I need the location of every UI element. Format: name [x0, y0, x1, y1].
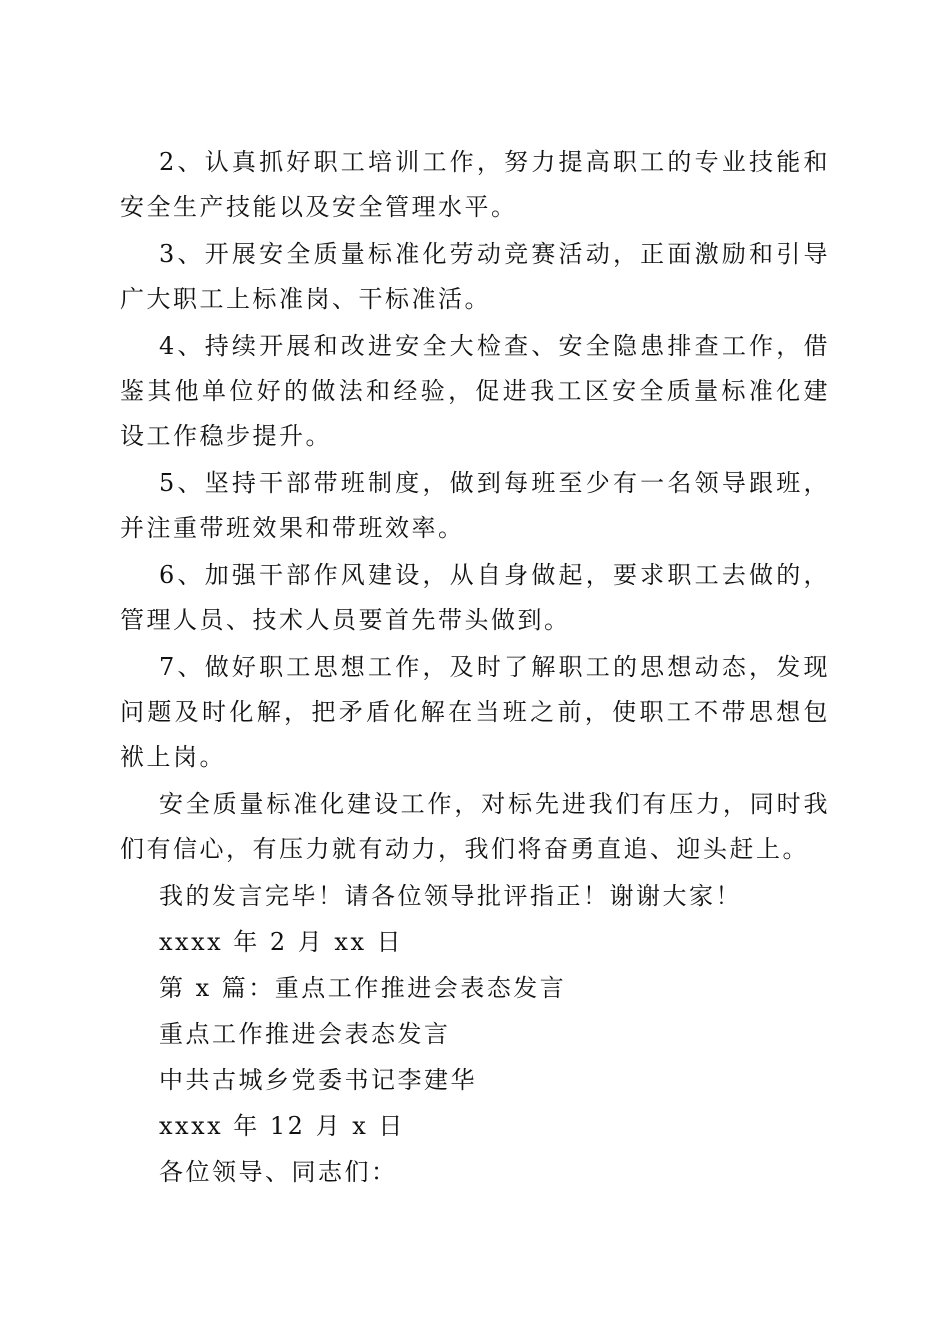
- paragraph-item-7: 7、做好职工思想工作，及时了解职工的思想动态，发现问题及时化解，把矛盾化解在当班之前，使职工不带思想包袱上岗。: [120, 653, 830, 771]
- speaker-line: 中共古城乡党委书记李建华: [159, 1066, 477, 1094]
- paragraph-item-2: 2、认真抓好职工培训工作，努力提高职工的专业技能和安全生产技能以及安全管理水平。: [120, 148, 830, 221]
- paragraph-item-5: 5、坚持干部带班制度，做到每班至少有一名领导跟班，并注重带班效果和带班效率。: [120, 469, 830, 542]
- paragraph-item-4: 4、持续开展和改进安全大检查、安全隐患排查工作，借鉴其他单位好的做法和经验，促进我工区安全质量标准化建设工作稳步提升。: [120, 332, 830, 450]
- document-body: [120, 140, 830, 1196]
- speech-title: 重点工作推进会表态发言: [159, 1020, 451, 1048]
- paragraph-summary: 安全质量标准化建设工作，对标先进我们有压力，同时我们有信心，有压力就有动力，我们将奋勇直追、迎头赶上。: [120, 790, 830, 863]
- salutation: 各位领导、同志们：: [159, 1158, 398, 1186]
- speech-date-line: xxxx 年 12 月 x 日: [159, 1112, 405, 1140]
- date-line: xxxx 年 2 月 xx 日: [159, 928, 404, 956]
- paragraph-item-3: 3、开展安全质量标准化劳动竞赛活动，正面激励和引导广大职工上标准岗、干标准活。: [120, 240, 830, 313]
- chapter-title: 第 x 篇：重点工作推进会表态发言: [159, 974, 567, 1002]
- closing-remark: 我的发言完毕！请各位领导批评指正！谢谢大家！: [159, 882, 742, 910]
- paragraph-item-6: 6、加强干部作风建设，从自身做起，要求职工去做的，管理人员、技术人员要首先带头做到。: [120, 561, 830, 634]
